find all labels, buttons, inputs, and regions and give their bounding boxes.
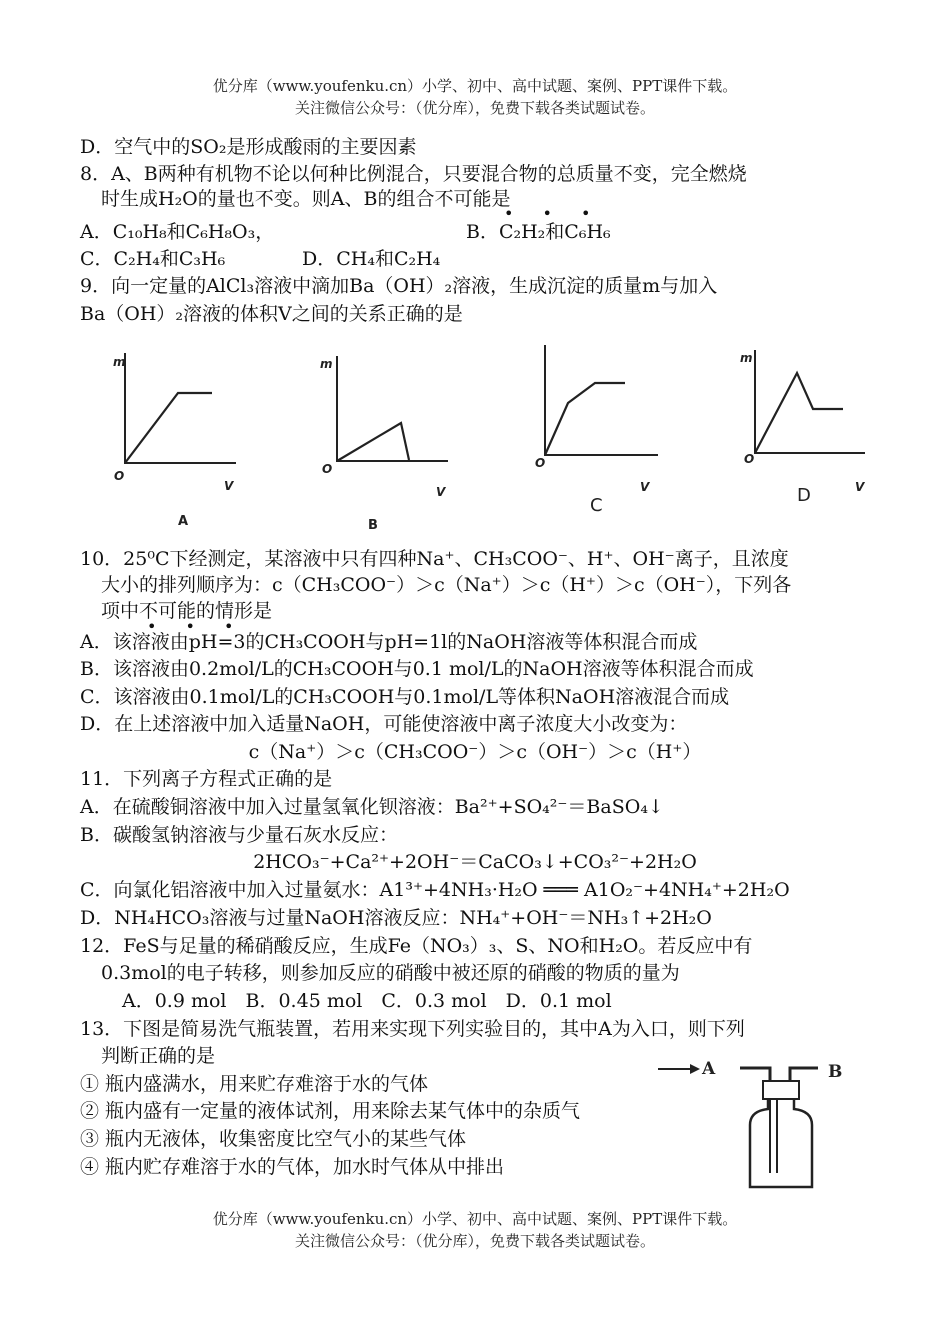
bottle-body xyxy=(750,1099,812,1187)
graph-a-curve xyxy=(125,393,212,463)
graph-b xyxy=(318,348,453,537)
footer-line-1: 优分库（www.youfenku.cn）小学、初中、高中试题、案例、PPT课件下载。 xyxy=(212,1210,738,1228)
q13-item-1: ① 瓶内盛满水，用来贮存难溶于水的气体 xyxy=(80,1073,429,1095)
q8-option-a: A．C₁₀H₈和C₆H₈O₃， xyxy=(80,221,275,243)
q11-option-b-equation: 2HCO₃⁻+Ca²⁺+2OH⁻＝CaCO₃↓+CO₃²⁻+2H₂O xyxy=(253,851,697,873)
q12-options: A．0.9 mol B．0.45 mol C．0.3 mol D．0.1 mol xyxy=(122,990,612,1012)
q10-option-d-expression: c（Na⁺）＞c（CH₃COO⁻）＞c（OH⁻）＞c（H⁺） xyxy=(248,741,702,763)
outlet-label: B xyxy=(828,1062,843,1082)
graph-b-curve xyxy=(337,423,409,461)
graph-c xyxy=(530,345,665,529)
q8-emphasis-dots: • • • xyxy=(504,204,603,223)
q11-option-b: B．碳酸氢钠溶液与少量石灰水反应： xyxy=(80,824,398,846)
gas-washing-bottle xyxy=(650,1055,880,1199)
q11-option-a: A．在硫酸铜溶液中加入过量氢氧化钡溶液：Ba²⁺+SO₄²⁻＝BaSO₄↓ xyxy=(80,796,664,818)
graph-d-origin: O xyxy=(744,452,755,466)
graph-c-curve xyxy=(545,383,625,455)
q11-option-d: D．NH₄HCO₃溶液与过量NaOH溶液反应：NH₄⁺+OH⁻＝NH₃↑+2H₂O xyxy=(80,907,712,929)
graph-a-origin: O xyxy=(114,469,125,483)
graph-d-curve xyxy=(755,373,843,453)
graph-b-ylabel: m xyxy=(320,357,333,371)
graph-d-ylabel: m xyxy=(740,351,753,365)
q13-item-3: ③ 瓶内无液体，收集密度比空气小的某些气体 xyxy=(80,1128,467,1150)
q11-stem: 11．下列离子方程式正确的是 xyxy=(80,768,333,790)
graph-b-xlabel: V xyxy=(436,485,446,499)
q13-stem-2: 判断正确的是 xyxy=(101,1045,216,1067)
graph-b-caption: B xyxy=(368,518,378,533)
q13-stem-1: 13．下图是简易洗气瓶装置，若用来实现下列实验目的，其中A为入口，则下列 xyxy=(80,1018,745,1040)
inlet-label: A xyxy=(702,1059,716,1079)
graph-d xyxy=(735,345,870,529)
graph-a-ylabel: m xyxy=(113,355,126,369)
graph-d-xlabel: V xyxy=(855,480,865,494)
q8-stem-2: 时生成H₂O的量也不变。则A、B的组合不可能是 xyxy=(101,188,511,210)
q8-stem-1: 8．A、B两种有机物不论以何种比例混合，只要混合物的总质量不变，完全燃烧 xyxy=(80,163,747,185)
graph-c-origin: O xyxy=(535,456,546,470)
q10-option-c: C．该溶液由0.1mol/L的CH₃COOH与0.1mol/L等体积NaOH溶液混合而成 xyxy=(80,686,730,708)
header-line-1: 优分库（www.youfenku.cn）小学、初中、高中试题、案例、PPT课件下载。 xyxy=(212,77,738,95)
graph-a xyxy=(108,348,238,537)
q10-option-d: D．在上述溶液中加入适量NaOH，可能使溶液中离子浓度大小改变为： xyxy=(80,713,688,735)
q9-stem-2: Ba（OH）₂溶液的体积V之间的关系正确的是 xyxy=(80,303,463,325)
q8-option-b: B．C₂H₂和C₆H₆ xyxy=(466,221,611,243)
graph-a-caption: A xyxy=(178,514,189,529)
q10-option-b: B．该溶液由0.2mol/L的CH₃COOH与0.1 mol/L的NaOH溶液等体积混合而成 xyxy=(80,658,754,680)
q7-option-d: D．空气中的SO₂是形成酸雨的主要因素 xyxy=(80,136,417,158)
graph-d-caption: D xyxy=(797,485,811,506)
q10-stem-2: 大小的排列顺序为：c（CH₃COO⁻）＞c（Na⁺）＞c（H⁺）＞c（OH⁻），下列各 xyxy=(101,574,792,596)
graph-a-axes xyxy=(125,353,236,463)
q10-stem-3: 项中不可能的情形是 xyxy=(101,600,273,622)
q8-option-d: D．CH₄和C₂H₄ xyxy=(302,248,441,270)
header-line-2: 关注微信公众号：（优分库），免费下载各类试题试卷。 xyxy=(294,99,655,117)
graph-b-origin: O xyxy=(322,462,333,476)
graph-b-axes xyxy=(337,356,448,461)
graph-c-xlabel: V xyxy=(640,480,650,494)
graph-a-xlabel: V xyxy=(224,479,234,493)
q13-item-2: ② 瓶内盛有一定量的液体试剂，用来除去某气体中的杂质气 xyxy=(80,1100,581,1122)
q11-option-c: C．向氯化铝溶液中加入过量氨水：A1³⁺+4NH₃·H₂O ═══ A1O₂⁻+4NH₄⁺+2H₂O xyxy=(80,879,790,901)
q9-stem-1: 9．向一定量的AlCl₃溶液中滴加Ba（OH）₂溶液，生成沉淀的质量m与加入 xyxy=(80,275,718,297)
q13-item-4: ④ 瓶内贮存难溶于水的气体，加水时气体从中排出 xyxy=(80,1156,505,1178)
footer-line-2: 关注微信公众号：（优分库），免费下载各类试题试卷。 xyxy=(294,1232,655,1250)
inlet-arrow-head xyxy=(690,1064,700,1074)
q12-stem-1: 12．FeS与足量的稀硝酸反应，生成Fe（NO₃）₃、S、NO和H₂O。若反应中有 xyxy=(80,935,753,957)
q10-emphasis-dots: • • • xyxy=(147,617,246,636)
graph-c-axes xyxy=(545,345,658,455)
q10-stem-1: 10．25⁰C下经测定，某溶液中只有四种Na⁺、CH₃COO⁻、H⁺、OH⁻离子，且浓度 xyxy=(80,548,789,570)
q8-option-c: C．C₂H₄和C₃H₆ xyxy=(80,248,226,270)
graph-c-caption: C xyxy=(590,495,603,516)
q10-option-a: A．该溶液由pH=3的CH₃COOH与pH=1l的NaOH溶液等体积混合而成 xyxy=(80,631,698,653)
q12-stem-2: 0.3mol的电子转移，则参加反应的硝酸中被还原的硝酸的物质的量为 xyxy=(101,962,680,984)
